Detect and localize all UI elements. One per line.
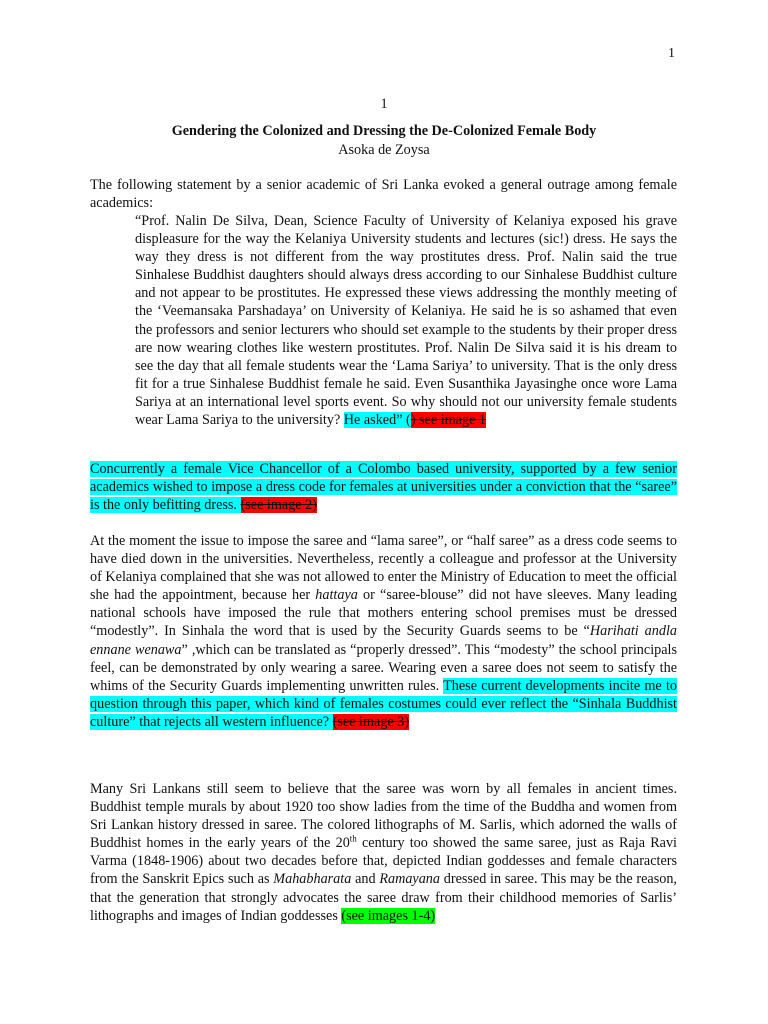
quote-text: “Prof. Nalin De Silva, Dean, Science Faculty of University of Kelaniya exposed his grave displeasure for the way the Kelaniya University students and lectures (sic!) dress. He says the way they dress is not different from the way prostitutes dress. Prof. Nalin said the true Sinhalese Buddhist daughters should always dress according to our Sinhalese Buddhist culture and not appear to be prostitutes. He expressed these views addressing the monthly meeting of the ‘Veemansaka Parshadaya’ on University of Kelaniya. He said he is so ashamed that even the professors and senior lecturers who should set example to the students by their proper dress are now wearing clothes like western prostitutes. Prof. Nalin De Silva said it is his dream to see the day that all female students wear the ‘Lama Sariya’ to university. That is the only dress fit for a true Sinhalese Buddhist female he said. Even Susanthika Jayasinghe once wore Lama Sariya at an international level sports event. So why should not our university female students wear Lama Sariya to the university? bbox=[135, 213, 677, 429]
image-reference-1-4: (see images 1-4) bbox=[341, 907, 436, 924]
and-connector: and bbox=[351, 871, 380, 888]
dress-code-paragraph bbox=[90, 532, 677, 731]
superscript-th: th bbox=[349, 833, 357, 844]
dress-code-text-b: or “saree-blouse” did not have sleeves. Many leading national schools have imposed the rule that mothers entering school premises must be dressed “modestly”. In Sinhala the word that is used by the Security Guards seems to be “ bbox=[90, 587, 677, 640]
research-question-highlight: These current developments incite me to question through this paper, which kind of females costumes could ever reflect the “Sinhala Buddhist culture” that rejects all western influence? bbox=[90, 677, 677, 730]
image-reference-1: ) see image 1 bbox=[410, 412, 487, 429]
saree-history-paragraph bbox=[90, 780, 677, 925]
quote-paragraph bbox=[135, 212, 677, 429]
saree-history-text-b: century too showed the same saree, just as Raja Ravi Varma (1848-1906) about two decades before that, depicted Indian goddesses and female characters from the Sanskrit Epics such as bbox=[90, 835, 677, 888]
image-reference-3: (see image 3) bbox=[332, 713, 410, 730]
quote-asked-highlight: He asked” ( bbox=[343, 412, 411, 429]
mahabharata-title: Mahabharata bbox=[273, 871, 352, 888]
dress-code-text-c: ” ,which can be translated as “properly dressed”. This “modesty” the school principals feel, can be demonstrated by only wearing a saree. Wearing even a saree does not seem to satisfy the whims of the Security Guards implementing unwritten rules. bbox=[90, 641, 677, 694]
saree-history-text-c: dressed in saree. This may be the reason, that the generation that strongly advocates the saree draw from their childhood memories of Sarlis’ lithographs and images of Indian goddesses bbox=[90, 871, 677, 924]
intro-paragraph: The following statement by a senior academic of Sri Lanka evoked a general outrage among female academics: bbox=[90, 177, 677, 212]
section-number: 1 bbox=[380, 96, 388, 112]
sinhala-phrase: Harihati andla ennane wenawa bbox=[90, 623, 677, 658]
page-number: 1 bbox=[668, 46, 675, 61]
hattaya-term: hattaya bbox=[315, 587, 358, 604]
dress-code-text-a: At the moment the issue to impose the saree and “lama saree”, or “half saree” as a dress code seems to have died down in the universities. Nevertheless, recently a colleague and professor at the University of Kelaniya complained that she was not allowed to enter the Ministry of Education to meet the official she had the appointment, because her bbox=[90, 533, 677, 604]
document-title: Gendering the Colonized and Dressing the De-Colonized Female Body bbox=[171, 123, 597, 139]
image-reference-2: (see image 2) bbox=[240, 497, 317, 514]
saree-history-text-a: Many Sri Lankans still seem to believe that the saree was worn by all females in ancient times. Buddhist temple murals by about 1920 too show ladies from the time of the Buddha and women from Sri Lankan history dressed in saree. The colored lithographs of M. Sarlis, which adorned the walls of Buddhist homes in the early years of the 20 bbox=[90, 781, 677, 852]
author-name: Asoka de Zoysa bbox=[338, 142, 430, 158]
ramayana-title: Ramayana bbox=[379, 871, 440, 888]
vice-chancellor-paragraph bbox=[90, 460, 677, 514]
vice-chancellor-highlight: Concurrently a female Vice Chancellor of a Colombo based university, supported by a few senior academics wished to impose a dress code for females at universities under a conviction that the “saree” is the only befitting dress. bbox=[90, 461, 677, 514]
